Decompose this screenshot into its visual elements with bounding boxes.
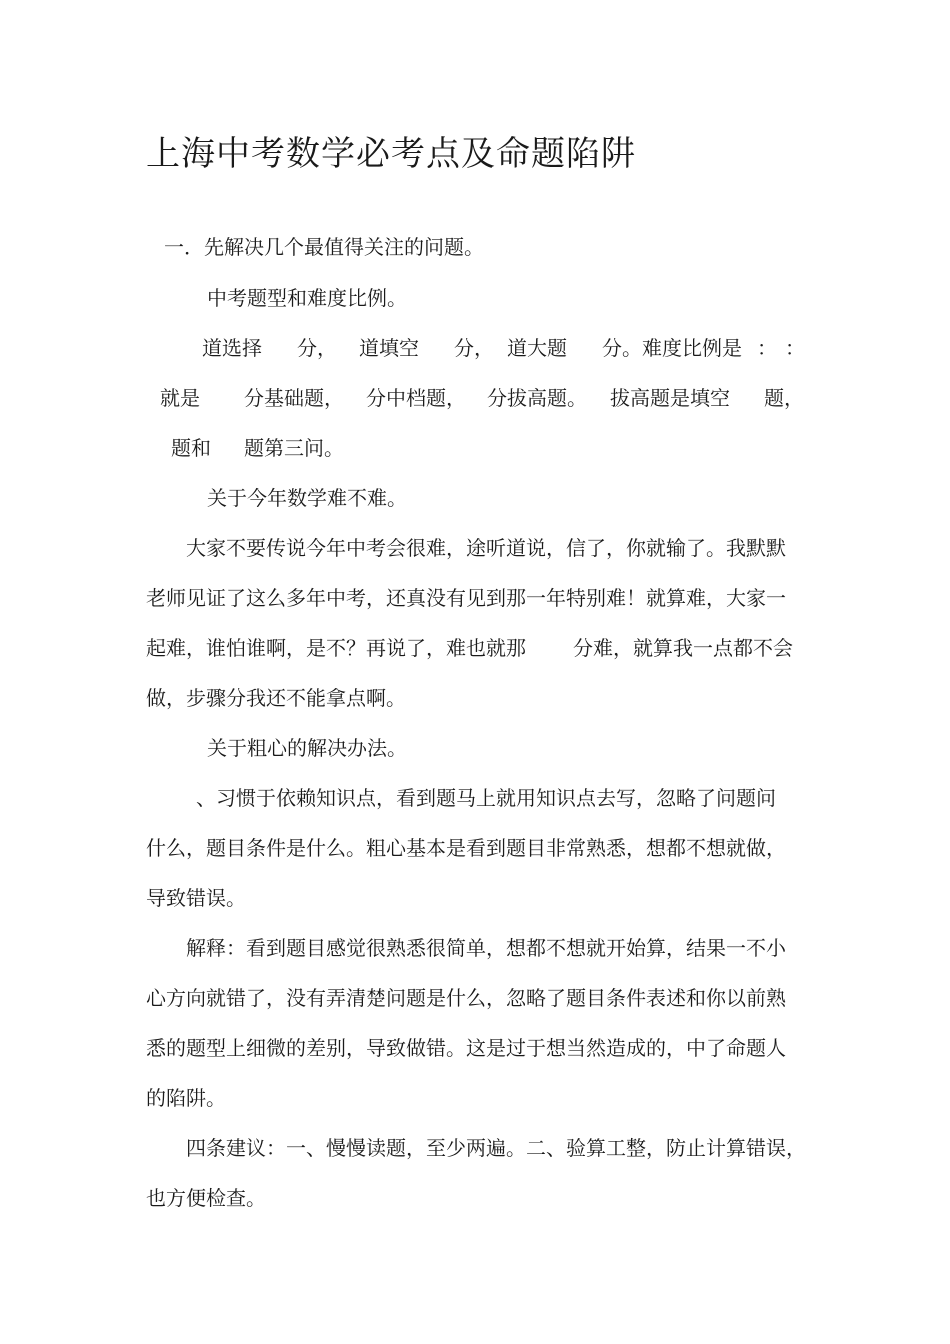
subsection-heading-ratio: 中考题型和难度比例。 [207,286,407,310]
text-segment: 分拔高题。 [487,386,587,410]
paragraph-line [0,634,950,662]
paragraph-line: 、习惯于依赖知识点，看到题马上就用知识点去写，忽略了问题问 [196,786,776,810]
paragraph-line: 四条建议：一、慢慢读题，至少两遍。二、验算工整，防止计算错误， [186,1136,806,1160]
ratio-line-3 [0,434,950,462]
ratio-line-1 [0,334,950,362]
text-segment: 分， [454,336,494,360]
paragraph-line: 老师见证了这么多年中考，还真没有见到那一年特别难！就算难，大家一 [146,586,786,610]
text-segment: 道选择 [202,336,262,360]
text-segment: 分难，就算我一点都不会 [573,636,793,660]
text-segment: ： [785,336,805,360]
section-heading: 一．先解决几个最值得关注的问题。 [164,235,484,259]
text-segment: 分。难度比例是 [602,336,742,360]
ratio-line-2 [0,384,950,412]
text-segment: 题第三问。 [244,436,344,460]
text-segment: 起难，谁怕谁啊，是不？再说了，难也就那 [146,636,526,660]
text-segment: ： [757,336,777,360]
subsection-heading-difficulty: 关于今年数学难不难。 [207,486,407,510]
paragraph-line: 解释：看到题目感觉很熟悉很简单，想都不想就开始算，结果一不小 [186,936,786,960]
text-segment: 拔高题是填空 [610,386,730,410]
document-title: 上海中考数学必考点及命题陷阱 [146,134,636,174]
text-segment: 分， [297,336,337,360]
paragraph-line: 导致错误。 [146,886,246,910]
text-segment: 就是 [160,386,200,410]
text-segment: 道大题 [507,336,567,360]
paragraph-line: 的陷阱。 [146,1086,226,1110]
paragraph-line: 做，步骤分我还不能拿点啊。 [146,686,406,710]
text-segment: 题和 [171,436,211,460]
subsection-heading-careless: 关于粗心的解决办法。 [207,736,407,760]
paragraph-line: 悉的题型上细微的差别，导致做错。这是过于想当然造成的，中了命题人 [146,1036,786,1060]
text-segment: 分基础题， [244,386,344,410]
text-segment: 分中档题， [366,386,466,410]
paragraph-line: 心方向就错了，没有弄清楚问题是什么，忽略了题目条件表述和你以前熟 [146,986,786,1010]
text-segment: 道填空 [359,336,419,360]
paragraph-line: 什么，题目条件是什么。粗心基本是看到题目非常熟悉，想都不想就做， [146,836,786,860]
paragraph-line: 大家不要传说今年中考会很难，途听道说，信了，你就输了。我默默 [186,536,786,560]
paragraph-line: 也方便检查。 [146,1186,266,1210]
text-segment: 题， [764,386,804,410]
